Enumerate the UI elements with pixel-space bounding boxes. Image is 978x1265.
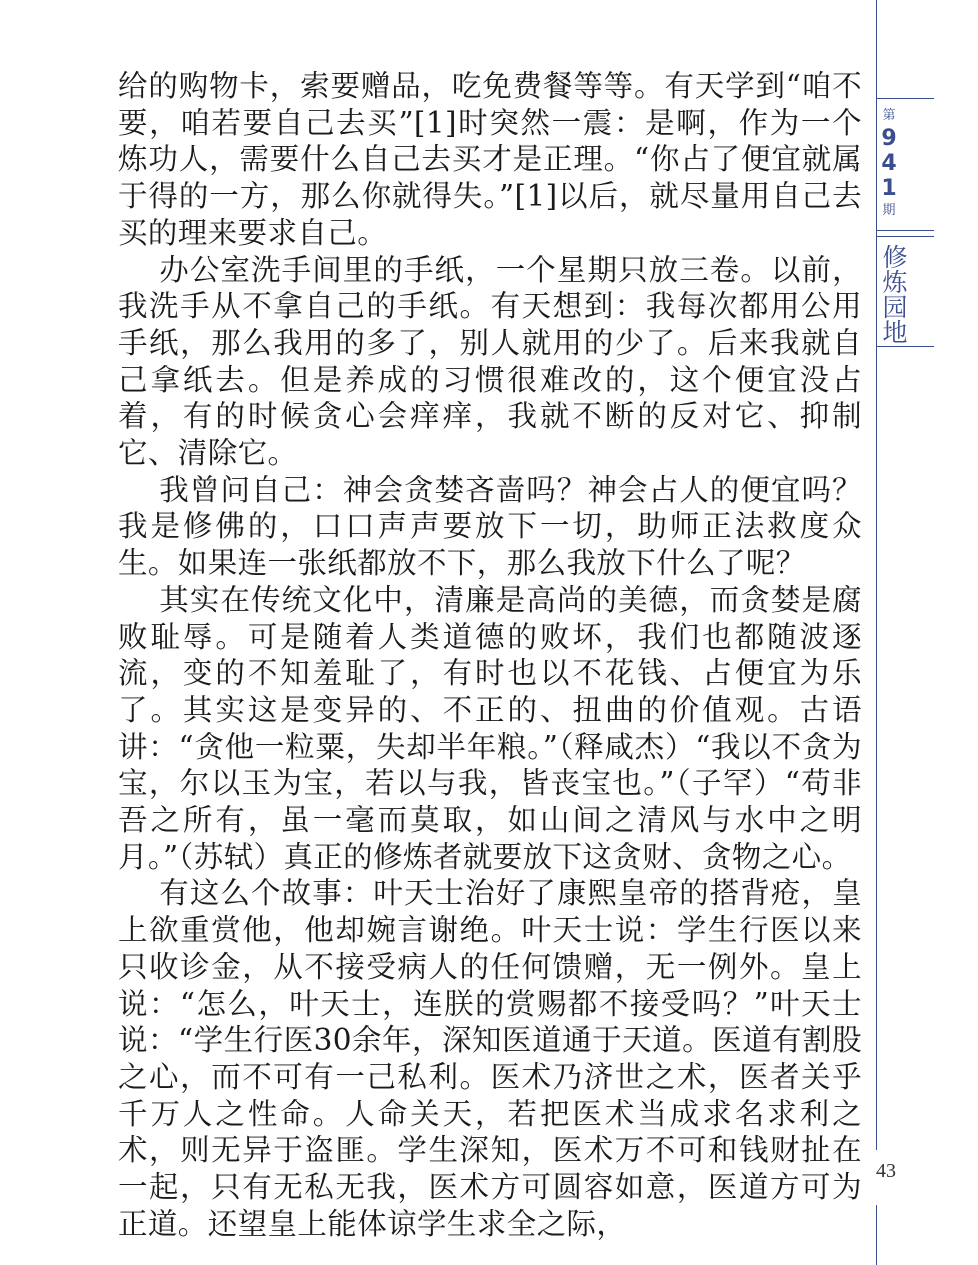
paragraph-1: 给的购物卡，索要赠品，吃免费餐等等。有天学到“咱不要，咱若要自己去买”[1]时突然一震：是啊，作为一个炼功人，需要什么自己去买才是正理。“你占了便宜就属于得的一方，那么你就得失。”[1]以后，就尽量用自己去买的理来要求自己。 <box>118 69 862 250</box>
article-body <box>118 68 862 1243</box>
paragraph-5: 有这么个故事：叶天士治好了康熙皇帝的搭背疮，皇上欲重赏他，他却婉言谢绝。叶天士说：学生行医以来只收诊金，从不接受病人的任何馈赠，无一例外。皇上说：“怎么，叶天士，连朕的赏赐都不接受吗？”叶天士说：“学生行医30余年，深知医道通于天道。医道有割股之心，而不可有一己私利。医术乃济世之术，医者关乎千万人之性命。人命关天，若把医术当成求名求利之术，则无异于盗匪。学生深知，医术万不可和钱财扯在一起，只有无私无我，医术方可圆容如意，医道方可为正道。还望皇上能体谅学生求全之际， <box>118 876 862 1241</box>
issue-digit: 1 <box>881 176 897 201</box>
sidebar-rule <box>876 230 934 231</box>
issue-digit: 4 <box>881 151 897 176</box>
page-number: 43 <box>876 1160 896 1182</box>
issue-digit: 9 <box>881 126 897 151</box>
issue-prefix: 第 <box>882 108 896 123</box>
paragraph-2: 办公室洗手间里的手纸，一个星期只放三卷。以前，我洗手从不拿自己的手纸。有天想到：我每次都用公用手纸，那么我用的多了，别人就用的少了。后来我就自己拿纸去。但是养成的习惯很难改的，这个便宜没占着，有的时候贪心会痒痒，我就不断的反对它、抑制它、清除它。 <box>118 252 862 471</box>
sidebar-rule <box>876 98 934 99</box>
issue-number <box>877 106 901 221</box>
paragraph-4: 其实在传统文化中，清廉是高尚的美德，而贪婪是腐败耻辱。可是随着人类道德的败坏，我们也都随波逐流，变的不知羞耻了，有时也以不花钱、占便宜为乐了。其实这是变异的、不正的、扭曲的价值观。古语讲：“贪他一粒粟，失却半年粮。”（释咸杰）“我以不贪为宝，尔以玉为宝，若以与我，皆丧宝也。”（子罕）“苟非吾之所有，虽一毫而莫取，如山间之清风与水中之明月。”（苏轼）真正的修炼者就要放下这贪财、贪物之心。 <box>118 582 862 874</box>
sidebar-rule <box>876 346 934 347</box>
issue-suffix: 期 <box>882 203 896 218</box>
sidebar-rule <box>876 236 934 237</box>
sidebar-divider-line-bottom <box>876 1205 877 1265</box>
column-title: 修炼园地 <box>879 244 908 344</box>
paragraph-3: 我曾问自己：神会贪婪吝啬吗？神会占人的便宜吗？我是修佛的，口口声声要放下一切，助师正法救度众生。如果连一张纸都放不下，那么我放下什么了呢？ <box>118 472 862 581</box>
